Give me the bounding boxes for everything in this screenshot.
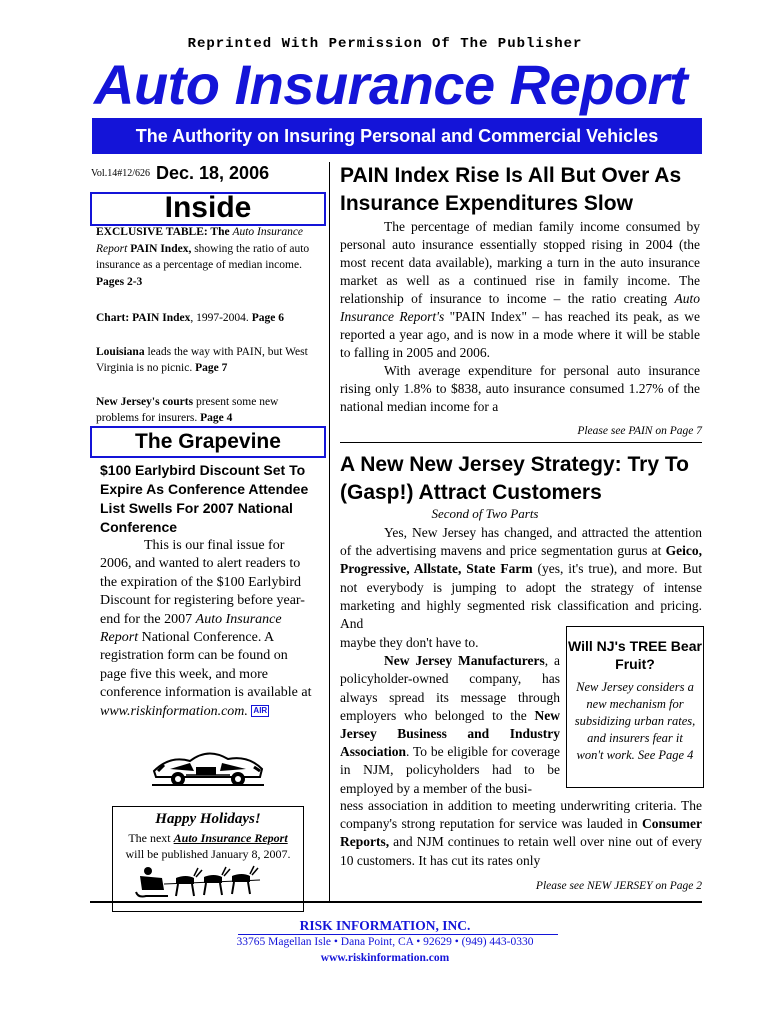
inside-item-page: Page 7 <box>195 362 228 374</box>
holiday-title: Happy Holidays! <box>155 811 261 827</box>
holiday-text-part: will be published January 8, 2007. <box>125 847 291 861</box>
vintage-car-icon <box>150 741 266 791</box>
article-text: ness association in addition to meeting underwriting criteria. The company's strong reputation for service was lauded in <box>340 798 702 832</box>
inside-item-bold: PAIN Index, <box>130 242 192 255</box>
inside-item-text: , 1997-2004. <box>190 312 249 324</box>
footer-divider <box>90 901 702 903</box>
article-organization: New Jersey Business and Industry Association <box>340 707 561 760</box>
article-company: New Jersey Manufacturers <box>384 653 545 669</box>
holiday-text-part: The next <box>128 831 171 845</box>
inside-item-page: Page 4 <box>200 412 233 424</box>
publisher-name: RISK INFORMATION, INC. <box>299 918 471 933</box>
inside-item-italic: Auto Insurance Report <box>96 226 304 255</box>
grapevine-header-box <box>90 426 326 458</box>
grapevine-text: This is our final issue for 2006, and wanted to alert readers to the expiration of the $100 Earlybird Discount for registering before year-end for the 2007 <box>100 538 305 627</box>
santa-sleigh-icon <box>134 862 266 900</box>
inside-contents-list <box>96 224 322 444</box>
inside-item-lead: Louisiana <box>96 345 145 358</box>
article-publication: Auto Insurance Report's <box>340 291 700 324</box>
inside-item[interactable] <box>96 344 322 377</box>
article-text: and NJM continues to retain well over nine out of every 10 customers. It has cut its rates only <box>340 834 703 868</box>
inside-item-lead: New Jersey's courts <box>96 395 194 408</box>
continued-reference[interactable]: Please see PAIN on Page 7 <box>577 425 702 437</box>
sidebar-box[interactable] <box>566 626 704 788</box>
inside-title: Inside <box>164 191 252 224</box>
tagline-bar <box>92 118 702 154</box>
inside-item-text: showing the ratio of auto insurance as a percentage of median income. <box>96 242 310 271</box>
tagline: The Authority on Insuring Personal and Commercial Vehicles <box>135 126 659 146</box>
article-body <box>340 797 702 870</box>
inside-item-lead: EXCLUSIVE TABLE: The <box>96 226 230 238</box>
inside-item[interactable] <box>96 224 322 290</box>
inside-item-page: Pages 2-3 <box>96 275 143 288</box>
article-text: The percentage of median family income consumed by personal auto insurance essentially stopped rising in 2004 (the most recent data available), marking a turn in the auto insurance market as well as a continued rise in family income. The relationship of insurance to income – the ratio creating <box>340 219 700 306</box>
inside-header-box <box>90 192 326 226</box>
article-publication: Consumer Reports, <box>340 816 703 850</box>
grapevine-text: National Conference. A registration form can be found on page five this week, and more conference information is available at <box>100 630 312 701</box>
article-text: maybe they don't have to. <box>340 635 479 650</box>
inside-item-text: present some new problems for insurers. <box>96 395 279 424</box>
grapevine-publication: Auto Insurance Report <box>100 611 282 646</box>
article-text: With average expenditure for personal auto insurance rising only 1.8% to $838, auto insurance consumed 1.27% of the national median income for a <box>340 363 700 414</box>
article-text: , a policyholder-owned company, has always spread its message through employers who belonged to the <box>340 653 560 723</box>
sidebar-text: New Jersey considers a new mechanism for subsidizing urban rates, and insurers fear it won't work. See Page 4 <box>574 680 696 762</box>
holiday-publication-link: Auto Insurance Report <box>173 831 288 845</box>
grapevine-url-link[interactable]: www.riskinformation.com. <box>100 703 248 719</box>
article-text: (yes, it's true), and more. But not everybody is jumping to adopt the strategy of intense marketing and highly segmented risk classification and pricing. And <box>340 561 702 632</box>
inside-item[interactable] <box>96 394 322 427</box>
article-headline[interactable]: PAIN Index Rise Is All But Over As Insurance Expenditures Slow <box>340 164 682 215</box>
reprint-notice: Reprinted With Permission Of The Publisher <box>187 36 583 52</box>
article-headline[interactable]: A New New Jersey Strategy: Try To (Gasp!) Attract Customers <box>340 453 689 504</box>
article-body <box>340 218 700 416</box>
article-text: . To be eligible for coverage in NJM, policyholders had to be employed by a member of the busi- <box>340 744 560 796</box>
inside-item-lead: Chart: PAIN Index <box>96 312 191 324</box>
article-body <box>340 524 702 633</box>
article-text: "PAIN Index" – has reached its peak, as we reported a year ago, and is now in a mode where it will be stable to falling in 2005 and 2006. <box>340 309 700 360</box>
volume-number: Vol.14#12/626 <box>91 168 150 179</box>
column-divider <box>329 162 330 902</box>
article-companies: Geico, Progressive, Allstate, State Farm <box>340 543 702 577</box>
publisher-address: 33765 Magellan Isle • Dana Point, CA • 92629 • (949) 443-0330 <box>236 936 534 948</box>
grapevine-headline: $100 Earlybird Discount Set To Expire As Conference Attendee List Swells For 2007 National Conference <box>100 462 309 535</box>
air-logo-icon: AIR <box>253 706 268 716</box>
inside-item-page: Page 6 <box>251 312 284 324</box>
inside-item-text: leads the way with PAIN, but West Virginia is no picnic. <box>96 345 308 374</box>
grapevine-title: The Grapevine <box>135 430 281 453</box>
inside-item[interactable] <box>96 310 322 327</box>
article-divider <box>340 442 702 443</box>
sidebar-title: Will NJ's TREE Bear Fruit? <box>568 638 702 672</box>
holiday-text <box>113 830 303 862</box>
publisher-underline <box>238 934 558 935</box>
article-series-label: Second of Two Parts <box>431 506 539 521</box>
article-body <box>340 634 560 798</box>
article-text: Yes, New Jersey has changed, and attracted the attention of the advertising mavens and price segmentation gurus at <box>340 525 702 559</box>
masthead: Auto Insurance Report <box>94 53 688 116</box>
continued-reference[interactable]: Please see NEW JERSEY on Page 2 <box>535 880 702 892</box>
publisher-website-link[interactable]: www.riskinformation.com <box>320 952 450 964</box>
grapevine-body <box>100 537 312 721</box>
issue-date: Dec. 18, 2006 <box>156 163 270 183</box>
